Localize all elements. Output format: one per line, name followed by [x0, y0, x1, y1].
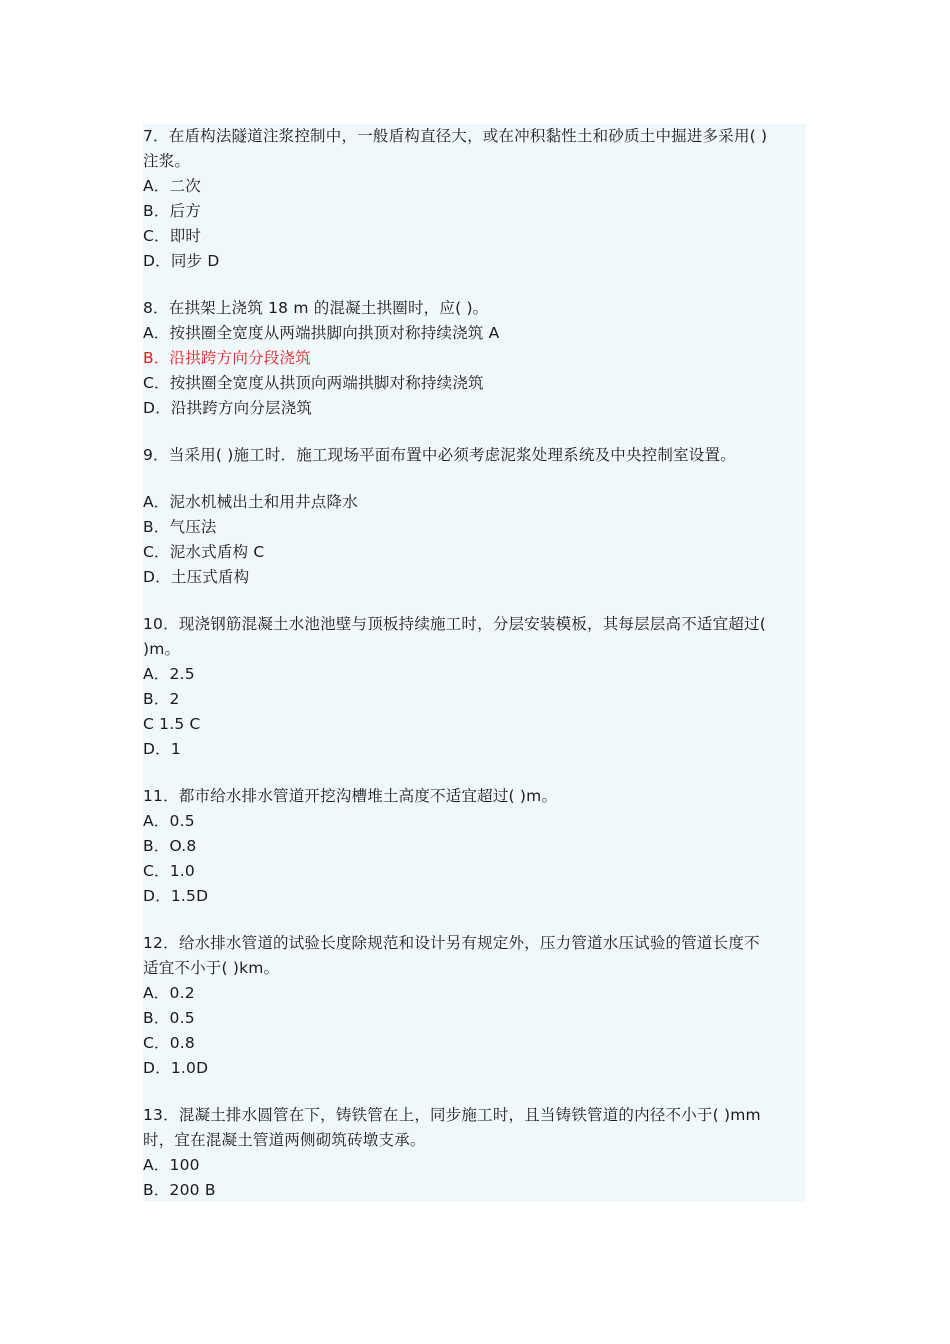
option-a: A．二次: [143, 177, 201, 195]
option-a: A．2.5: [143, 665, 195, 683]
option-a: A．按拱圈全宽度从两端拱脚向拱顶对称持续浇筑 A: [143, 324, 500, 342]
question-stem: 13．混凝土排水圆管在下，铸铁管在上，同步施工时，且当铸铁管道的内径不小于( )mm: [143, 1106, 761, 1124]
option-d: D．土压式盾构: [143, 568, 250, 586]
spacer: [143, 590, 809, 612]
option-c: C．1.0: [143, 862, 195, 880]
spacer: [143, 421, 809, 443]
question-stem: 注浆。: [143, 152, 191, 170]
spacer: [143, 274, 809, 296]
spacer: [143, 468, 809, 490]
option-b: B．2: [143, 690, 180, 708]
option-d: D．1: [143, 740, 181, 758]
question-list: [143, 124, 809, 1203]
question-stem: 7．在盾构法隧道注浆控制中，一般盾构直径大，或在冲积黏性土和砂质土中掘进多采用( ): [143, 127, 768, 145]
question-stem: 9．当采用( )施工时．施工现场平面布置中必须考虑泥浆处理系统及中央控制室设置。: [143, 446, 736, 464]
spacer: [143, 909, 809, 931]
option-a: A．100: [143, 1156, 200, 1174]
question-7: [143, 124, 809, 274]
option-a: A．0.5: [143, 812, 195, 830]
option-d: D．1.5D: [143, 887, 209, 905]
question-9: [143, 443, 809, 590]
option-d: D．沿拱跨方向分层浇筑: [143, 399, 313, 417]
question-10: [143, 612, 809, 762]
question-stem: 8．在拱架上浇筑 18 m 的混凝土拱圈时，应( )。: [143, 299, 489, 317]
option-d: D．同步 D: [143, 252, 220, 270]
question-8: [143, 296, 809, 421]
option-c: C 1.5 C: [143, 715, 201, 733]
question-11: [143, 784, 809, 909]
question-stem: )m。: [143, 640, 181, 658]
question-stem: 11．都市给水排水管道开挖沟槽堆土高度不适宜超过( )m。: [143, 787, 558, 805]
option-c: C．0.8: [143, 1034, 195, 1052]
question-stem: 12．给水排水管道的试验长度除规范和设计另有规定外，压力管道水压试验的管道长度不: [143, 934, 760, 952]
option-d: D．1.0D: [143, 1059, 209, 1077]
question-stem: 适宜不小于( )km。: [143, 959, 280, 977]
spacer: [143, 762, 809, 784]
question-12: [143, 931, 809, 1081]
option-b: B．0.5: [143, 1009, 195, 1027]
question-stem: 10．现浇钢筋混凝土水池池壁与顶板持续施工时，分层安装模板，其每层层高不适宜超过(: [143, 615, 766, 633]
spacer: [143, 1081, 809, 1103]
question-13: [143, 1103, 809, 1203]
option-b: B．气压法: [143, 518, 217, 536]
option-b: B．200 B: [143, 1181, 216, 1199]
option-a: A．泥水机械出土和用井点降水: [143, 493, 358, 511]
question-stem: 时，宜在混凝土管道两侧砌筑砖墩支承。: [143, 1131, 426, 1149]
option-a: A．0.2: [143, 984, 195, 1002]
option-c: C．泥水式盾构 C: [143, 543, 265, 561]
option-b-highlighted: B．沿拱跨方向分段浇筑: [143, 349, 311, 367]
option-b: B．O.8: [143, 837, 197, 855]
option-c: C．即时: [143, 227, 202, 245]
option-c: C．按拱圈全宽度从拱顶向两端拱脚对称持续浇筑: [143, 374, 484, 392]
option-b: B．后方: [143, 202, 201, 220]
